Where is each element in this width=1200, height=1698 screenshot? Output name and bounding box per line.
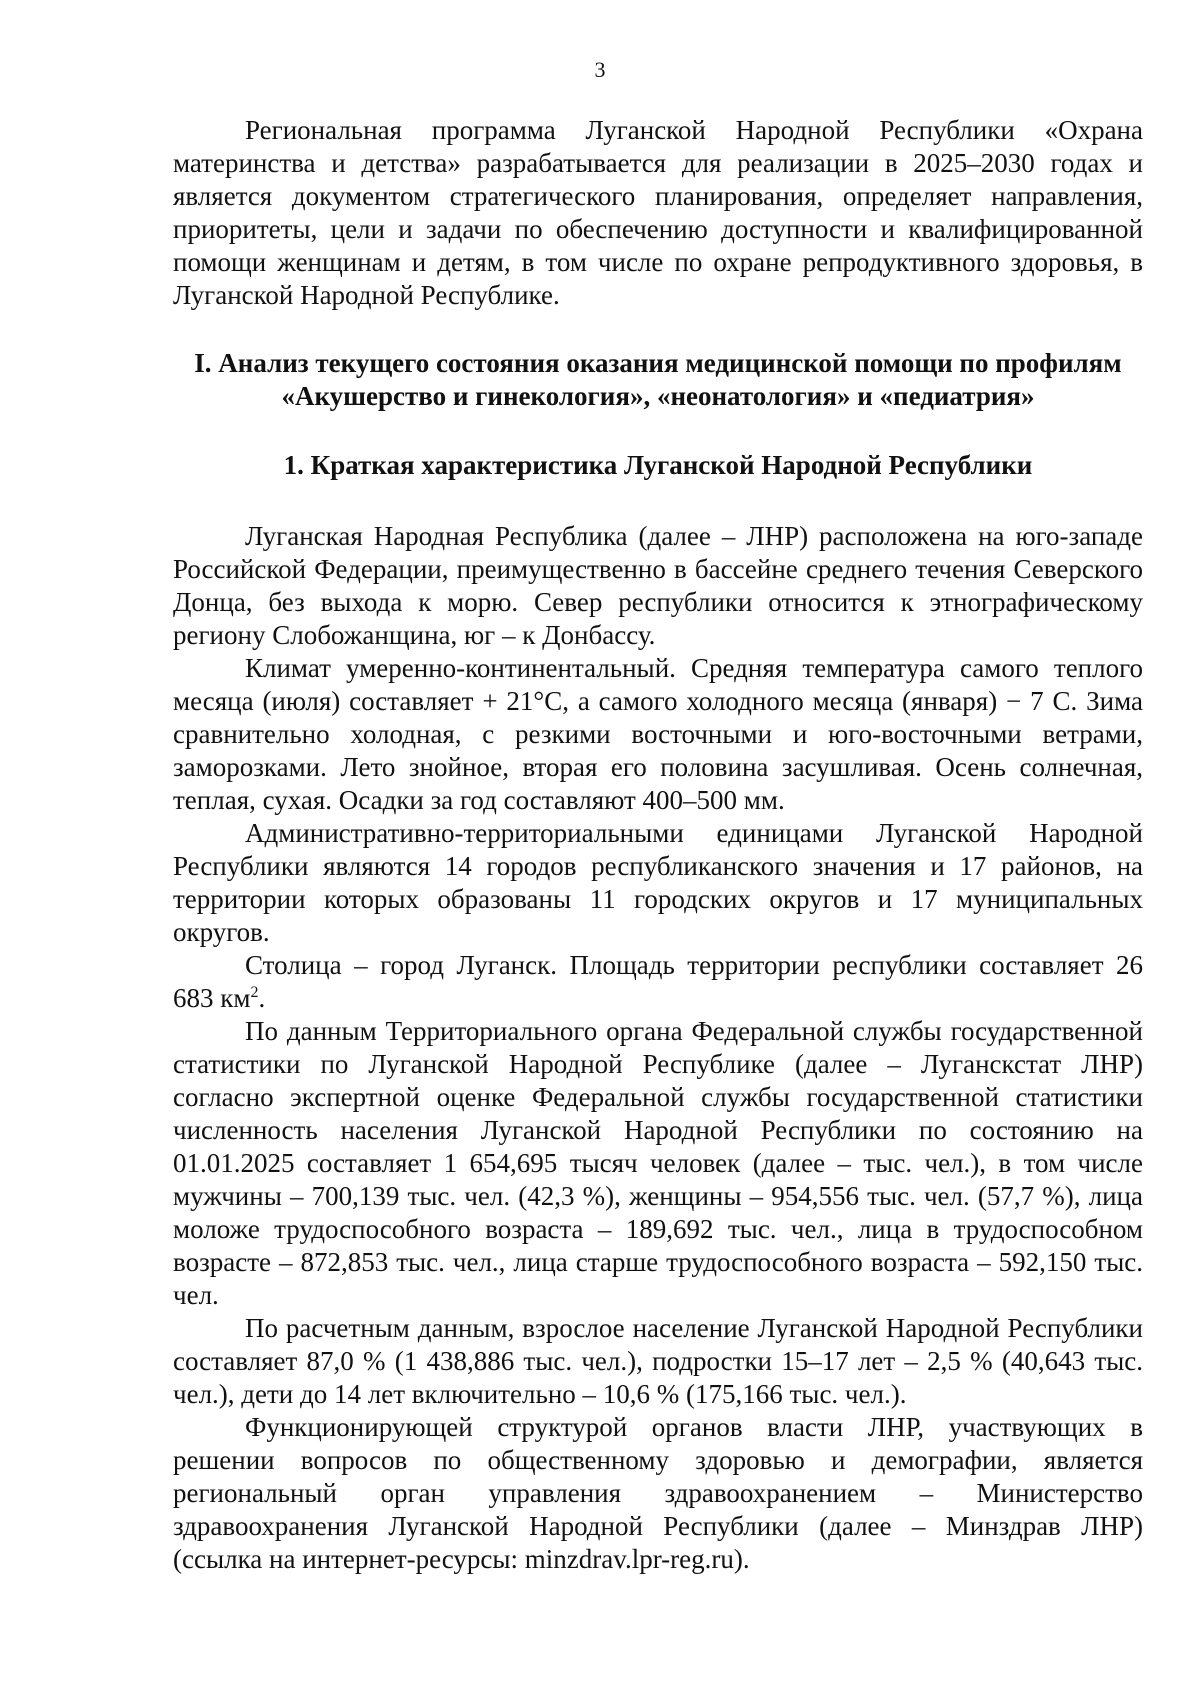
paragraph-administrative: Административно-территориальными единицами Луганской Народной Республики являются 14 городов республиканского значения и 17 районов, на территории которых образованы 11 городских округов и 17 муниципальных округов. (173, 818, 1143, 947)
document-body (173, 114, 1143, 1576)
paragraph-age-structure: По расчетным данным, взрослое население Луганской Народной Республики составляет 87,0 % (1 438,886 тыс. чел.), подростки 15–17 лет – 2,5 % (40,643 тыс. чел.), дети до 14 лет включительно – 10,6 % (175,166 тыс. чел.). (173, 1313, 1143, 1409)
page-number: 3 (594, 57, 606, 82)
subsection-heading: 1. Краткая характеристика Луганской Народной Республики (283, 450, 1033, 480)
capital-text: Столица – город Луганск. Площадь территории республики составляет 26 683 км (173, 950, 1143, 1013)
intro-paragraph: Региональная программа Луганской Народной Республики «Охрана материнства и детства» разрабатывается для реализации в 2025–2030 годах и является документом стратегического планирования, определяет направления, приоритеты, цели и задачи по обеспечению доступности и квалифицированной помощи женщинам и детям, в том числе по охране репродуктивного здоровья, в Луганской Народной Республике. (173, 115, 1143, 310)
paragraph-population: По данным Территориального органа Федеральной службы государственной статистики по Луганской Народной Республике (далее – Луганскстат ЛНР) согласно экспертной оценке Федеральной службы государственной статистики численность населения Луганской Народной Республики по состоянию на 01.01.2025 составляет 1 654,695 тысяч человек (далее – тыс. чел.), в том числе мужчины – 700,139 тыс. чел. (42,3 %), женщины – 954,556 тыс. чел. (57,7 %), лица моложе трудоспособного возраста – 189,692 тыс. чел., лица в трудоспособном возрасте – 872,853 тыс. чел., лица старше трудоспособного возраста – 592,150 тыс. чел. (173, 1016, 1143, 1310)
paragraph-authorities: Функционирующей структурой органов власти ЛНР, участвующих в решении вопросов по общественному здоровью и демографии, является региональный орган управления здравоохранением – Министерство здравоохранения Луганской Народной Республики (далее – Минздрав ЛНР) (ссылка на интернет-ресурсы: minzdrav.lpr-reg.ru). (173, 1412, 1143, 1574)
paragraph-location: Луганская Народная Республика (далее – ЛНР) расположена на юго-западе Российской Федерации, преимущественно в бассейне среднего течения Северского Донца, без выхода к морю. Север республики относится к этнографическому региону Слобожанщина, юг – к Донбассу. (173, 521, 1143, 650)
paragraph-capital (173, 949, 1143, 1015)
section-heading: I. Анализ текущего состояния оказания медицинской помощи по профилям «Акушерство и гинекология», «неонатология» и «педиатрия» (194, 348, 1122, 411)
capital-end: . (258, 983, 266, 1013)
paragraph-climate: Климат умеренно-континентальный. Средняя температура самого теплого месяца (июля) составляет + 21°С, а самого холодного месяца (января) − 7 С. Зима сравнительно холодная, с резкими восточными и юго-восточными ветрами, заморозками. Лето знойное, вторая его половина засушливая. Осень солнечная, теплая, сухая. Осадки за год составляют 400–500 мм. (173, 653, 1143, 815)
area-superscript: 2 (250, 984, 259, 1001)
